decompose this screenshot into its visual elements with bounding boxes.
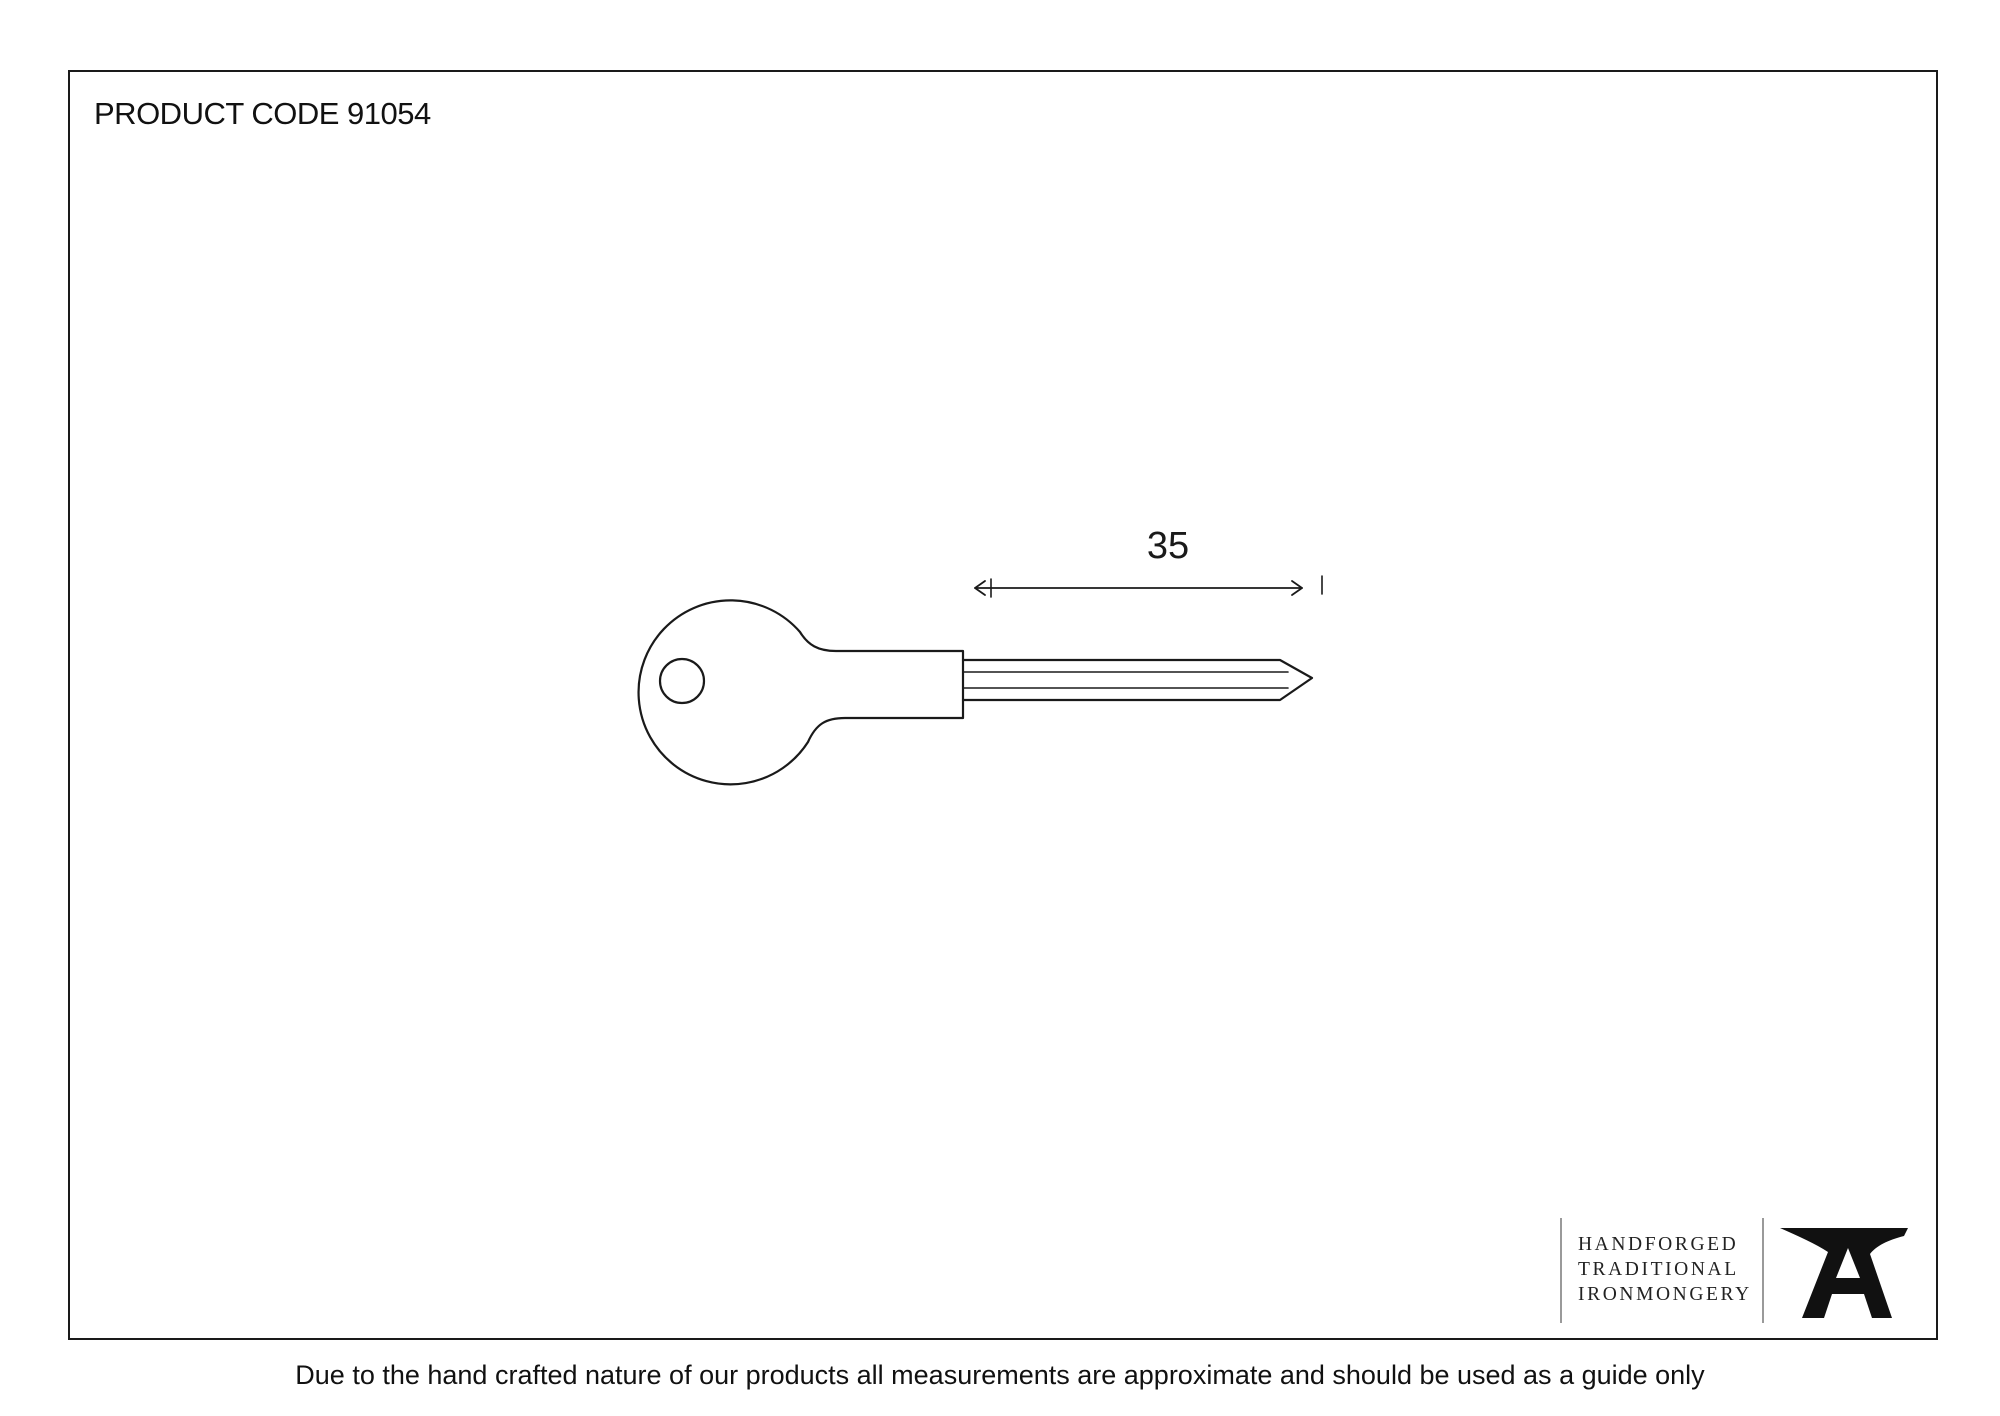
- brand-text: [1578, 1232, 1752, 1307]
- brand-line-2: TRADITIONAL: [1578, 1259, 1739, 1280]
- dimension-label: 35: [1146, 525, 1190, 567]
- brand-line-3: IRONMONGERY: [1578, 1284, 1752, 1305]
- anvil-icon: [1780, 1222, 1910, 1322]
- key-shaft: [963, 660, 1312, 700]
- brand-block: [1560, 1218, 1910, 1323]
- brand-line-1: HANDFORGED: [1578, 1234, 1739, 1255]
- brand-divider-left: [1560, 1218, 1562, 1323]
- product-code: PRODUCT CODE 91054: [94, 96, 431, 131]
- key-hole: [660, 659, 704, 703]
- key-bow-outline: [639, 600, 963, 784]
- brand-divider-right: [1762, 1218, 1764, 1323]
- disclaimer: Due to the hand crafted nature of our products all measurements are approximate and should be used as a guide only: [295, 1360, 1705, 1390]
